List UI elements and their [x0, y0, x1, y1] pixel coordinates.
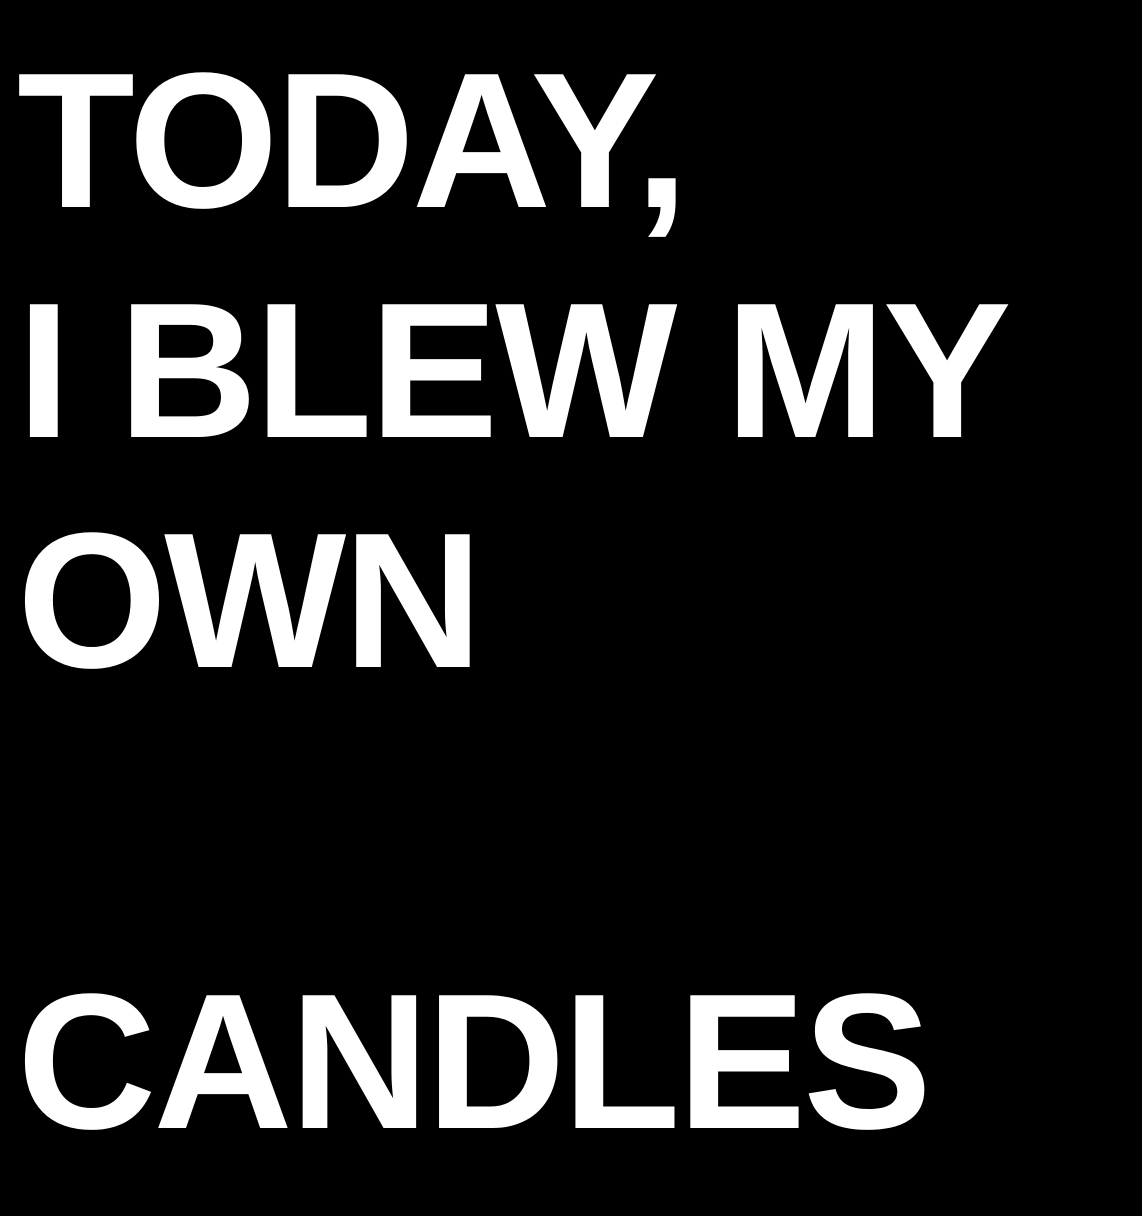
- quote-line-today: TODAY,: [17, 32, 686, 248]
- quote-line-own: OWN: [17, 492, 480, 708]
- quote-line-i-blew-my: I BLEW MY: [17, 262, 1009, 478]
- quote-line-candles: CANDLES: [17, 953, 929, 1169]
